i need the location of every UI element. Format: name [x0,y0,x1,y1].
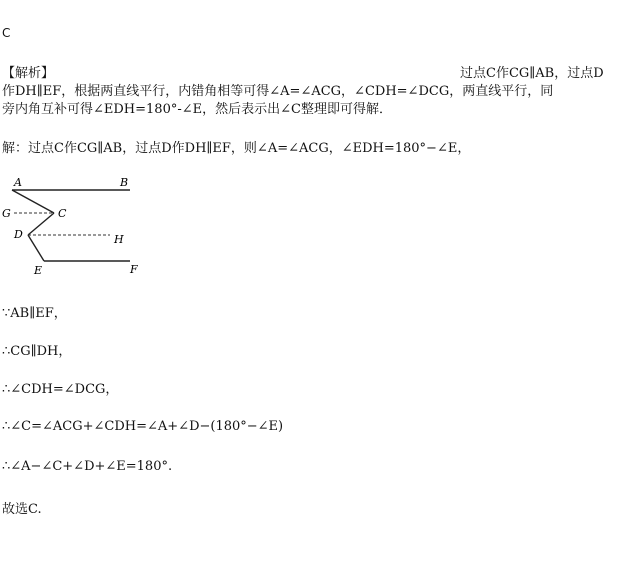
solution-intro: 解：过点C作CG∥AB，过点D作DH∥EF，则∠A=∠ACG，∠EDH=180°−∠E， [2,141,471,156]
conclusion: 故选C. [2,502,42,517]
label-e: E [34,264,43,277]
proof-step-3: ∴∠CDH=∠DCG， [2,382,119,397]
analysis-line-1: 过点C作CG∥AB，过点D [460,66,604,81]
proof-step-2: ∴CG∥DH， [2,344,72,359]
geometry-figure [0,172,160,282]
proof-step-5: ∴∠A−∠C+∠D+∠E=180°. [2,459,173,474]
line-de [28,235,44,261]
analysis-line-2: 作DH∥EF，根据两直线平行，内错角相等可得∠A=∠ACG，∠CDH=∠DCG，两直线平行，同 [2,84,554,99]
analysis-title: 【解析】 [2,66,55,81]
line-cd [28,213,54,235]
answer-letter: C [2,26,11,40]
proof-step-1: ∵AB∥EF， [2,306,67,321]
label-g: G [2,207,11,220]
label-f: F [130,263,138,276]
label-a: A [14,176,22,189]
label-c: C [58,207,67,220]
analysis-line-3: 旁内角互补可得∠EDH=180°-∠E，然后表示出∠C整理即可得解． [2,102,392,117]
label-h: H [114,233,124,246]
label-b: B [120,176,129,189]
label-d: D [14,228,23,241]
proof-step-4: ∴∠C=∠ACG+∠CDH=∠A+∠D−(180°−∠E) [2,419,284,434]
line-ac [12,190,54,213]
